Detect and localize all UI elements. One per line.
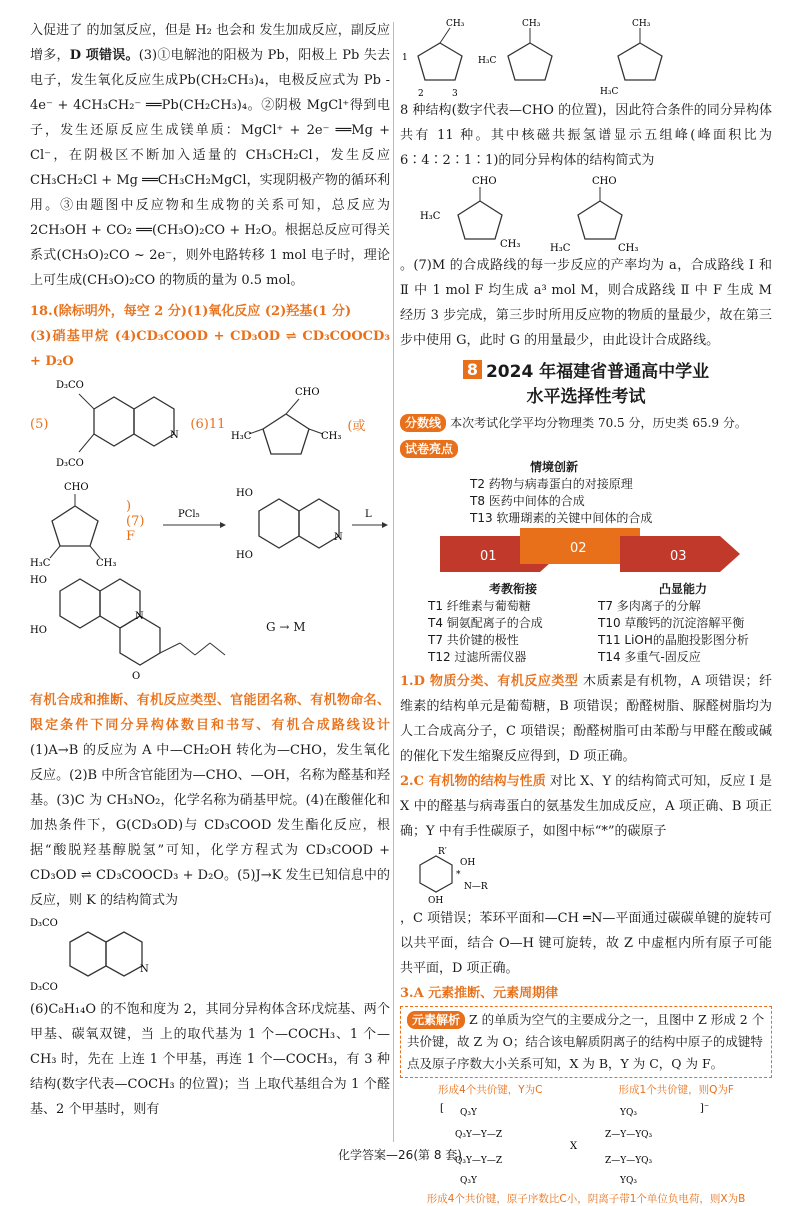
annotation-bottom: 形成4个共价键，原子序数比C小，阴离子带1个单位负电荷，则X为B bbox=[426, 1193, 746, 1205]
highlight-left-list: 考教衔接 T1 纤维素与葡萄糖 T4 铜氨配离子的合成 T7 共价键的极性 T12 过滤所需仪器 bbox=[428, 582, 543, 664]
svg-text:H₃C: H₃C bbox=[30, 557, 51, 569]
cyclopentane-cho-structure bbox=[231, 379, 341, 469]
svg-text:N—R: N—R bbox=[464, 882, 488, 892]
svg-text:PCl₅: PCl₅ bbox=[178, 508, 200, 520]
svg-text:[: [ bbox=[440, 1103, 444, 1114]
answer-1: 1.D 物质分类、有机反应类型 木质素是有机物，A 项错误；纤维素的结构单元是葡萄糖，B 项错误；酚醛树脂、脲醛树脂均为人工合成高分子，C 项错误；酚醛树脂可由苯酚与甲醛在酸或碱的催化下发生缩聚反应得到，D 项正确。 bbox=[400, 674, 772, 764]
score-line: 分数线 本次考试化学平均分物理类 70.5 分，历史类 65.9 分。 bbox=[400, 411, 772, 436]
dihydroxy-isoquinoline-structure bbox=[234, 476, 344, 568]
nmr-isomer-structures bbox=[400, 173, 650, 253]
svg-text:CHO: CHO bbox=[64, 481, 89, 493]
svg-text:CHO: CHO bbox=[592, 176, 617, 187]
svg-text:D₃CO: D₃CO bbox=[30, 918, 58, 929]
chiral-carbon-row bbox=[400, 844, 772, 906]
svg-text:N: N bbox=[334, 531, 343, 543]
annotation-row-top: 形成4个共价键，Y为C 形成1个共价键，则Q为F bbox=[438, 1084, 734, 1096]
page-footer: 化学答案—26(第 8 套) bbox=[338, 1148, 462, 1162]
svg-text:YQ₃: YQ₃ bbox=[620, 1176, 637, 1186]
svg-text:OH: OH bbox=[460, 858, 476, 868]
svg-text:N: N bbox=[140, 964, 149, 975]
svg-text:HO: HO bbox=[236, 549, 253, 561]
svg-text:Q₃Y—Y—Z: Q₃Y—Y—Z bbox=[455, 1130, 503, 1140]
answer-3-head: 3.A 元素推断、元素周期律 bbox=[400, 986, 559, 1001]
svg-text:R′: R′ bbox=[438, 847, 447, 857]
svg-text:H₃C: H₃C bbox=[420, 211, 441, 222]
highlight-right-list: 凸显能力 T7 多肉离子的分解 T10 草酸钙的沉淀溶解平衡 T11 LiOH的晶胞投影图分析 T14 多重气-固反应 bbox=[598, 582, 749, 664]
q18-structures-row3 bbox=[30, 569, 390, 684]
svg-text:D₃CO: D₃CO bbox=[56, 458, 85, 469]
nmr-structures-row bbox=[400, 173, 772, 253]
svg-text:]⁻: ]⁻ bbox=[700, 1103, 710, 1114]
left-paragraph-1: 入促进了 的加氢反应，但是 H₂ 也会和 发生加成反应，副反应增多，D 项错误。(3)①电解池的阳极为 Pb，阳极上 Pb 失去电子，发生氧化反应生成Pb(CH₂CH₃)₄，电极反应式为 Pb - 4e⁻ + 4CH₃CH₂⁻ ══Pb(CH₂CH₃)₄。②阴极 MgCl⁺得到电子，发生还原反应生成镁单质：MgCl⁺ + 2e⁻ ══Mg + Cl⁻，在阴极区不断加入适量的 CH₃CH₂Cl，发生反应 CH₃CH₂Cl + Mg ══CH₃CH₂MgCl，实现阴极产物的循环利用。③由题图中反应物和生成物的关系可知，总反应为 2CH₃OH + CO₂ ══(CH₃O)₂CO + H₂O。根据总反应可得关系式(CH₃O)₂CO ~ 2e⁻，则外电路转移 1 mol 电子时，理论上可生成(CH₃O)₂CO 的物质的量为 0.5 mol。 bbox=[30, 23, 390, 288]
svg-text:H₃C: H₃C bbox=[478, 56, 497, 66]
svg-text:3: 3 bbox=[452, 89, 458, 99]
methylcyclopentane-structures bbox=[400, 18, 700, 98]
cyclopentane-cho-structure-2 bbox=[30, 476, 120, 568]
svg-text:CH₃: CH₃ bbox=[500, 239, 521, 250]
right-column bbox=[400, 18, 772, 1206]
svg-text:Z—Y—YQ₃: Z—Y—YQ₃ bbox=[605, 1130, 653, 1140]
left-column bbox=[30, 18, 390, 1122]
section-title: 8 2024 年福建省普通高中学业 bbox=[400, 357, 772, 382]
svg-text:1: 1 bbox=[402, 53, 408, 63]
svg-text:CH₃: CH₃ bbox=[522, 19, 541, 29]
svg-text:03: 03 bbox=[670, 549, 687, 564]
svg-text:01: 01 bbox=[480, 549, 497, 564]
svg-text:OH: OH bbox=[428, 896, 444, 906]
svg-text:H₃C: H₃C bbox=[550, 243, 571, 254]
svg-text:D₃CO: D₃CO bbox=[30, 982, 58, 993]
chiral-carbon-structure bbox=[400, 845, 510, 905]
right-top-text-2: 。(7)M 的合成路线的每一步反应的产率均为 a，合成路线 Ⅰ 和 Ⅱ 中 1 mol F 均生成 a³ mol M，则合成路线 Ⅱ 中 F 生成 M 经历 3 步完成，第三步时所用反应物的物质的量最少，故在第三步中使用 G，此时 G 的用量最少，由此设计合成路线。 bbox=[400, 258, 772, 348]
svg-text:L: L bbox=[365, 508, 372, 520]
column-divider bbox=[393, 22, 394, 1142]
element-analysis-box: 元素解析 Z 的单质为空气的主要成分之一，且图中 Z 形成 2 个共价键，故 Z 为 O；结合该电解质阴离子的结构中原子的成键特点及原子序数大小关系可知，X 为 B，Y 为 C，Q 为 F。 bbox=[400, 1006, 772, 1078]
svg-text:Q₃Y—Y—Z: Q₃Y—Y—Z bbox=[455, 1156, 503, 1166]
right-top-text: 8 种结构(数字代表—CHO 的位置)，因此符合条件的同分异构体共有 11 种。其中核磁共振氢谱显示五组峰(峰面积比为 6∶4∶2∶1∶1)的同分异构体的结构简式为 bbox=[400, 103, 772, 168]
svg-text:CH₃: CH₃ bbox=[96, 557, 117, 569]
electrolyte-anion-structure bbox=[400, 1097, 772, 1187]
answer-2: 2.C 有机物的结构与性质 对比 X、Y 的结构简式可知，反应 Ⅰ 是 X 中的醛基与病毒蛋白的氨基发生加成反应，A 项正确、B 项正确；Y 中有手性碳原子，如图中标“*”的碳原子 bbox=[400, 774, 772, 839]
svg-text:D₃CO: D₃CO bbox=[56, 380, 85, 391]
svg-text:YQ₃: YQ₃ bbox=[620, 1108, 637, 1118]
svg-text:02: 02 bbox=[570, 541, 587, 556]
svg-text:CHO: CHO bbox=[295, 387, 320, 398]
q18-structures-row1: (5) D₃CO D₃CO N (6)11 CHO H₃C CH₃ (或 bbox=[30, 374, 390, 474]
svg-text:N: N bbox=[135, 610, 144, 622]
tetrabenazine-structure bbox=[30, 571, 260, 683]
q18-structures-row2: CHO H₃C CH₃ ) (7) F PCl₅ HO HO N L bbox=[30, 474, 390, 569]
q18-analysis-6: (6)C₈H₁₄O 的不饱和度为 2，其同分异构体含环戊烷基、两个甲基、碳氧双键，当 上的取代基为 1 个—COCH₃、1 个—CH₃ 时，先在 上连 1 个甲基，再连 1 个—COCH₃，有 3 种结构(数字代表—COCH₃ 的位置)；当 上取代基组合为 1 个醛基、2 个甲基时，则有 bbox=[30, 1002, 390, 1117]
svg-text:O: O bbox=[132, 670, 141, 682]
svg-text:CH₃: CH₃ bbox=[446, 19, 465, 29]
svg-text:H₃C: H₃C bbox=[231, 431, 252, 442]
svg-text:Z—Y—YQ₃: Z—Y—YQ₃ bbox=[605, 1156, 653, 1166]
svg-text:CH₃: CH₃ bbox=[632, 19, 651, 29]
svg-text:H₃C: H₃C bbox=[600, 87, 619, 97]
svg-text:Q₃Y: Q₃Y bbox=[460, 1108, 477, 1118]
svg-text:N: N bbox=[170, 430, 180, 441]
highlight-bottom bbox=[400, 580, 772, 665]
l-arrow bbox=[350, 507, 390, 537]
g-to-m-arrow: G → M bbox=[266, 619, 306, 634]
answer-2b: ，C 项错误；苯环平面和—CH ═N—平面通过碳碳单键的旋转可以共平面，结合 O—H 键可旋转，故 Z 中虚框内所有原子可能共平面，D 项正确。 bbox=[400, 911, 772, 976]
svg-text:Q₃Y: Q₃Y bbox=[460, 1176, 477, 1186]
q18-line2: (3)硝基甲烷 (4)CD₃COOD + CD₃OD ⇌ CD₃COOCD₃ + D₂O bbox=[30, 329, 390, 369]
svg-text:HO: HO bbox=[30, 574, 47, 586]
highlight-arrows bbox=[400, 526, 772, 576]
svg-text:CHO: CHO bbox=[472, 176, 497, 187]
highlight-badge-wrap: 试卷亮点 bbox=[400, 438, 772, 458]
highlight-top: 情境创新 T2 药物与病毒蛋白的对接原理 T8 医药中间体的合成 T13 软珊瑚素的关键中间体的合成 bbox=[470, 460, 653, 525]
pcl5-arrow bbox=[158, 507, 228, 537]
isoquinoline-structure bbox=[54, 374, 184, 474]
svg-text:2: 2 bbox=[418, 89, 424, 99]
q18-analysis: 有机合成和推断、有机反应类型、官能团名称、有机物命名、限定条件下同分异构体数目和书写、有机合成路线设计 (1)A→B 的反应为 A 中—CH₂OH 转化为—CHO，发生氧化反应。(2)B 中所含官能团为—CHO、—OH，名称为醛基和羟基。(3)C 为 CH₃NO₂，化学名称为硝基甲烷。(4)在酸催化和加热条件下，G(CD₃OD)与 CD₃COOD 发生酯化反应，根据“酸脱羟基醇脱氢”可知，化学方程式为 CD₃COOD + CD₃OD ⇌ CD₃COOCD₃ + D₂O。(5)J→K 发生已知信息中的反应，则 K 的结构简式为 bbox=[30, 693, 390, 908]
svg-text:CH₃: CH₃ bbox=[618, 243, 639, 254]
svg-text:X: X bbox=[570, 1141, 578, 1152]
three-structures-row bbox=[400, 18, 772, 98]
section-title-2: 水平选择性考试 bbox=[526, 387, 646, 407]
svg-text:HO: HO bbox=[236, 487, 253, 499]
k-structure bbox=[30, 914, 170, 996]
svg-text:HO: HO bbox=[30, 624, 47, 636]
q18-header: 18.(除标明外，每空 2 分)(1)氧化反应 (2)羟基(1 分) bbox=[30, 304, 352, 319]
svg-text:*: * bbox=[456, 870, 461, 880]
k-structure-row bbox=[30, 913, 390, 997]
svg-text:CH₃: CH₃ bbox=[321, 431, 342, 442]
